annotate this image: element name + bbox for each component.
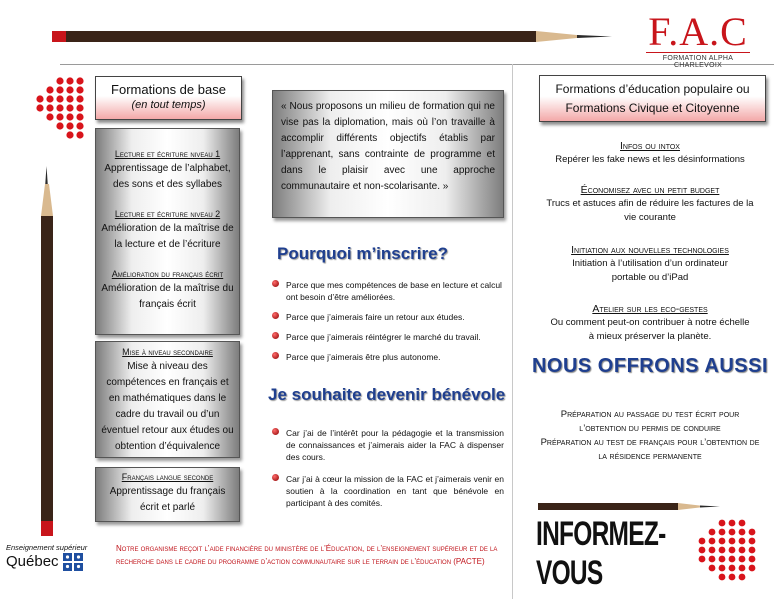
workshop-item <box>526 139 774 167</box>
course-section <box>100 147 235 193</box>
bullet-icon <box>272 332 279 339</box>
course-description: Amélioration de la maîtrise de la lecture et de l’écriture <box>101 223 234 250</box>
quebec-wordmark-text: Québec <box>6 553 59 570</box>
bullet-icon <box>272 312 279 319</box>
list-item <box>272 279 504 303</box>
course-title: Français langue seconde <box>121 472 214 482</box>
bullet-icon <box>272 352 279 359</box>
informez-vous-heading: INFORMEZ-VOUS <box>536 515 666 592</box>
dots-decoration-top-left <box>20 76 86 146</box>
pourquoi-heading: Pourquoi m’inscrire? <box>277 244 448 263</box>
pencil-bottom-decoration <box>538 502 720 511</box>
course-description: Apprentissage de l’alphabet, des sons et des syllabes <box>104 163 231 190</box>
bullet-icon <box>272 280 279 287</box>
course-description: Mise à niveau des compétences en français et en mathématiques dans le cadre du travail ou d’un éventuel retour aux études ou obtention d’équivalence <box>101 361 234 452</box>
workshop-title: Initiation aux nouvelles technologies <box>571 244 729 256</box>
column-divider <box>512 64 513 599</box>
list-item <box>272 331 504 343</box>
logo-main-text: F.A.C <box>648 9 748 54</box>
workshop-item <box>526 302 774 344</box>
education-populaire-title: Formations d’éducation populaire ou Formations Civique et Citoyenne <box>555 82 750 115</box>
course-section <box>100 207 235 253</box>
course-title: Mise à niveau secondaire <box>122 347 213 357</box>
quebec-logo <box>6 543 110 572</box>
formations-de-base-header <box>95 76 242 120</box>
workshop-title: Économisez avec un petit budget <box>580 184 720 196</box>
mission-quote-box <box>272 90 504 218</box>
course-description: Apprentissage du français écrit et parlé <box>109 486 226 513</box>
mission-quote: « Nous proposons un milieu de formation qui ne vise pas la diplomation, mais où l’on travaille à accomplir différents objectifs établis par l’apprenant, sans contrainte de programme et dans le plaisir avec une approche communautaire et non-scolarisante. » <box>281 101 495 192</box>
workshop-description: Ou comment peut-on contribuer à notre échelle à mieux préserver la planète. <box>550 317 750 342</box>
quebec-ministry-label: Enseignement supérieur <box>6 543 88 552</box>
formations-de-base-title: Formations de base <box>111 82 226 97</box>
list-item <box>272 351 504 363</box>
workshop-item <box>526 183 774 225</box>
list-item-text: Car j’ai à cœur la mission de la FAC et j’aimerais venir en soutien à la coordination en tant que bénévole en participant à des comités. <box>286 474 504 508</box>
course-section <box>100 267 235 313</box>
workshop-description: Initiation à l’utilisation d’un ordinateur portable ou d’iPad <box>572 258 728 283</box>
bullet-icon <box>272 428 279 435</box>
nous-offrons-heading: NOUS OFFRONS AUSSI <box>531 355 769 377</box>
fac-logo <box>638 9 758 69</box>
offers-block <box>526 408 774 464</box>
list-item-text: Car j’ai de l’intérêt pour la pédagogie et la transmission de connaissances et j’aimerais aider la FAC à dispenser des cours. <box>286 428 504 462</box>
quebec-wordmark <box>6 552 110 572</box>
benevole-list <box>272 427 504 519</box>
list-item-text: Parce que j’aimerais faire un retour aux études. <box>286 312 465 322</box>
quebec-flag-icon <box>63 553 83 571</box>
offer-line: Préparation au test de français pour l’obtention de la résidence permanente <box>540 437 760 462</box>
funding-note: Notre organisme reçoit l’aide financière du ministère de l’Éducation, de l’enseignement supérieur et de la recherche dans le cadre du programme d’action communautaire sur le terrain de l’éducation (PACTE) <box>116 544 498 566</box>
bullet-icon <box>272 474 279 481</box>
course-title: Lecture et écriture niveau 1 <box>114 149 221 159</box>
workshop-item <box>526 243 774 285</box>
pencil-horizontal-decoration <box>52 30 612 43</box>
course-description: Amélioration de la maîtrise du français écrit <box>101 283 234 310</box>
logo-subtitle: FORMATION ALPHA CHARLEVOIX <box>646 52 750 69</box>
list-item <box>272 473 504 509</box>
benevole-heading: Je souhaite devenir bénévole <box>268 385 506 404</box>
list-item-text: Parce que mes compétences de base en lecture et calcul ont besoin d’être améliorées. <box>286 280 502 302</box>
course-title: Amélioration du français écrit <box>111 269 224 279</box>
workshop-title: Infos ou intox <box>620 140 680 152</box>
mise-a-niveau-box <box>95 341 240 458</box>
list-item <box>272 427 504 463</box>
lecture-ecriture-box <box>95 128 240 335</box>
pencil-vertical-decoration <box>40 166 54 536</box>
pourquoi-list <box>272 279 504 371</box>
course-title: Lecture et écriture niveau 2 <box>114 209 221 219</box>
workshop-description: Repérer les fake news et les désinformations <box>555 154 745 165</box>
list-item <box>272 311 504 323</box>
offer-line: Préparation au passage du test écrit pour l’obtention du permis de conduire <box>560 409 740 434</box>
workshop-title: Atelier sur les eco-gestes <box>592 303 708 315</box>
francais-langue-seconde-box <box>95 467 240 522</box>
list-item-text: Parce que j’aimerais être plus autonome. <box>286 352 441 362</box>
education-populaire-header <box>539 75 766 122</box>
formations-de-base-subtitle: (en tout temps) <box>131 99 206 111</box>
dots-decoration-bottom-right <box>698 518 758 590</box>
list-item-text: Parce que j’aimerais réintégrer le marché du travail. <box>286 332 481 342</box>
workshop-description: Trucs et astuces afin de réduire les factures de la vie courante <box>546 198 754 223</box>
